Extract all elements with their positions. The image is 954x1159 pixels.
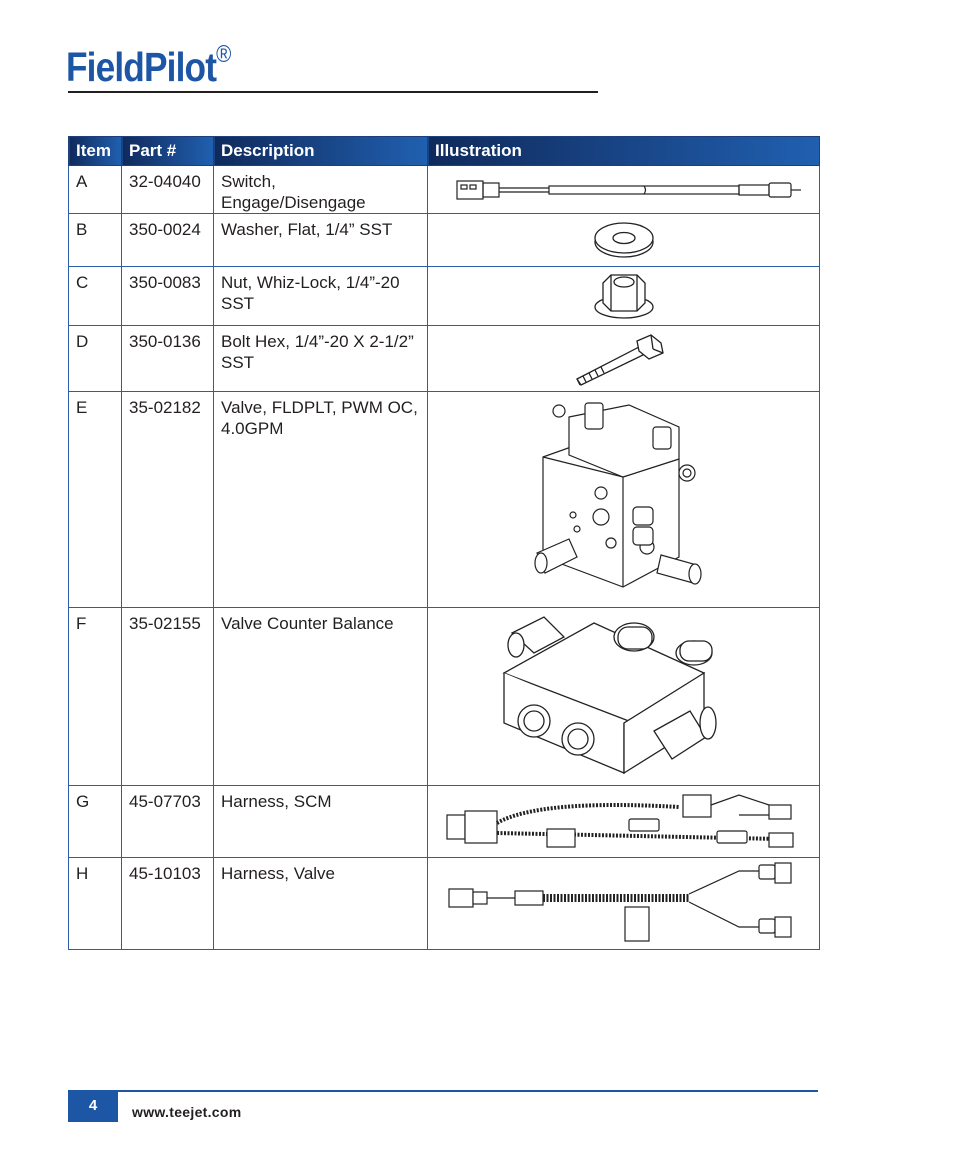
- cell-description: Harness, SCM: [214, 786, 428, 858]
- cell-description: Nut, Whiz-Lock, 1/4”-20 SST: [214, 267, 428, 326]
- table-row: [69, 858, 820, 950]
- header-part: Part #: [122, 137, 214, 166]
- cell-item: G: [69, 786, 122, 858]
- nut-icon: [589, 269, 659, 323]
- counter-balance-valve-icon: [494, 613, 754, 781]
- brand-logo: [66, 41, 232, 91]
- brand-name: FieldPilot: [66, 44, 217, 90]
- cell-part: 35-02182: [122, 392, 214, 608]
- cell-item: A: [69, 166, 122, 214]
- footer-rule: [68, 1090, 818, 1092]
- header-description: Description: [214, 137, 428, 166]
- cell-description: Valve Counter Balance: [214, 608, 428, 786]
- cell-description: Washer, Flat, 1/4” SST: [214, 214, 428, 267]
- valve-harness-icon: [439, 861, 809, 947]
- cell-description: Valve, FLDPLT, PWM OC, 4.0GPM: [214, 392, 428, 608]
- table-row: [69, 166, 820, 214]
- registered-mark: ®: [216, 41, 232, 69]
- table-row: [69, 608, 820, 786]
- table-row: [69, 392, 820, 608]
- cell-part: 350-0024: [122, 214, 214, 267]
- washer-icon: [584, 218, 664, 262]
- cell-part: 35-02155: [122, 608, 214, 786]
- cell-item: B: [69, 214, 122, 267]
- bolt-icon: [569, 331, 679, 387]
- cell-part: 45-10103: [122, 858, 214, 950]
- cell-item: C: [69, 267, 122, 326]
- header-rule: [68, 91, 598, 93]
- header-illustration: Illustration: [428, 137, 820, 166]
- cell-part: 32-04040: [122, 166, 214, 214]
- header-item: Item: [69, 137, 122, 166]
- pwm-valve-icon: [529, 397, 719, 603]
- cell-item: E: [69, 392, 122, 608]
- table-header-row: [69, 137, 820, 166]
- table-row: [69, 786, 820, 858]
- scm-harness-icon: [439, 789, 809, 855]
- cell-part: 350-0136: [122, 326, 214, 392]
- table-row: [69, 326, 820, 392]
- parts-table: [68, 136, 820, 950]
- cell-item: F: [69, 608, 122, 786]
- cell-item: H: [69, 858, 122, 950]
- page-number: 4: [68, 1092, 118, 1122]
- cell-part: 350-0083: [122, 267, 214, 326]
- table-row: [69, 214, 820, 267]
- switch-cable-icon: [439, 175, 809, 205]
- cell-description: Switch, Engage/Disengage: [214, 166, 428, 214]
- cell-description: Bolt Hex, 1/4”-20 X 2-1/2” SST: [214, 326, 428, 392]
- cell-part: 45-07703: [122, 786, 214, 858]
- table-row: [69, 267, 820, 326]
- cell-item: D: [69, 326, 122, 392]
- website-link[interactable]: www.teejet.com: [132, 1104, 242, 1120]
- cell-description: Harness, Valve: [214, 858, 428, 950]
